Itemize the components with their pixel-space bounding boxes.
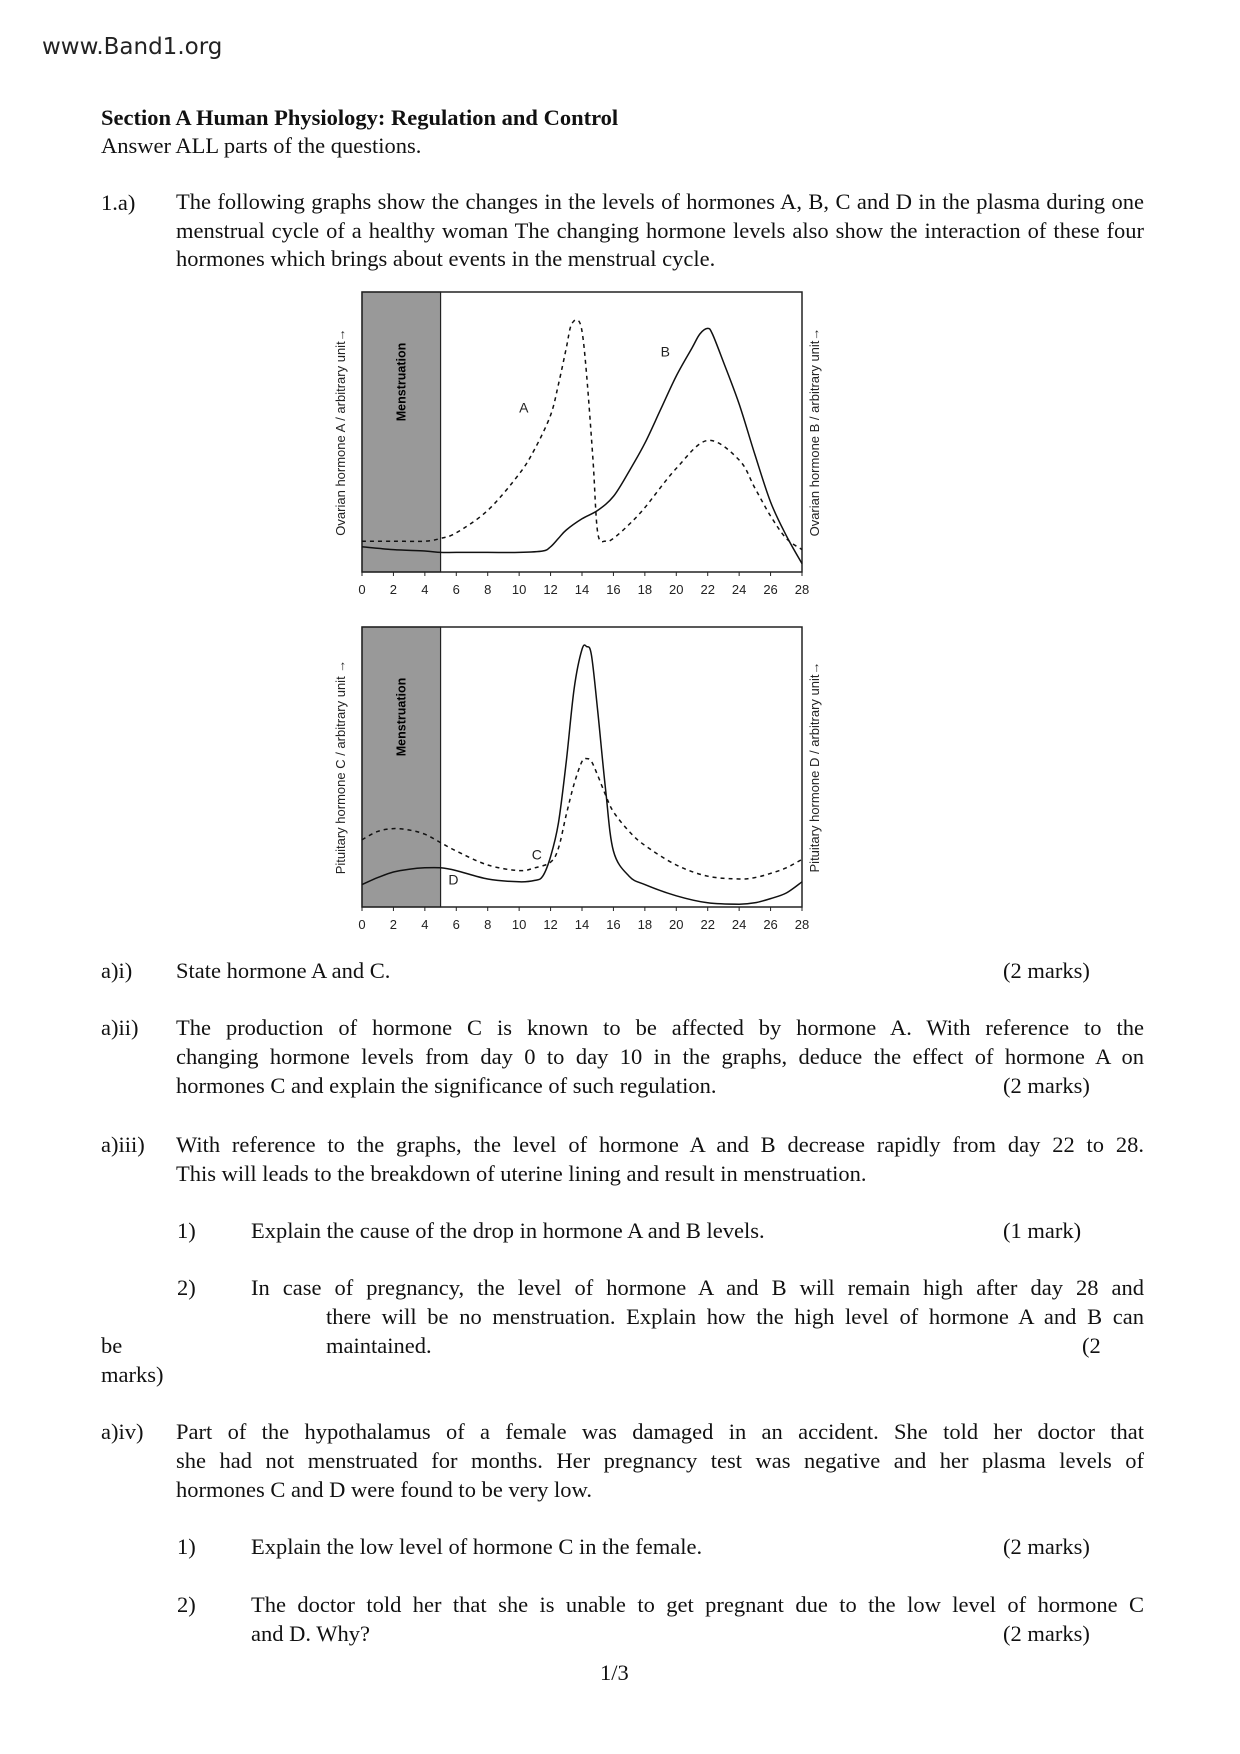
x-tick-label: 4 (421, 917, 429, 932)
question-line: changing hormone levels from day 0 to day 10 in the graphs, deduce the effect of hormone A on (176, 1044, 1144, 1069)
question-text: State hormone A and C. (176, 958, 391, 983)
subquestion-line: there will be no menstruation. Explain how the high level of hormone A and B can (326, 1304, 1144, 1329)
question-id: a)ii) (101, 1015, 139, 1040)
x-tick-label: 22 (700, 917, 715, 932)
y-axis-right-label: Pituitary hormone D / arbitrary unit→ (807, 661, 822, 873)
subquestion-line: maintained. (326, 1333, 432, 1358)
x-tick-label: 14 (574, 582, 590, 597)
x-tick-label: 28 (794, 582, 810, 597)
x-tick-label: 6 (452, 582, 460, 597)
x-tick-label: 6 (452, 917, 460, 932)
x-tick-label: 24 (731, 582, 747, 597)
x-tick-label: 10 (511, 917, 527, 932)
x-tick-label: 2 (389, 582, 398, 597)
x-tick-label: 24 (731, 917, 747, 932)
question-line: This will leads to the breakdown of uterine lining and result in menstruation. (176, 1161, 867, 1186)
marks: (2 (1082, 1333, 1101, 1358)
series-label-B: B (660, 343, 670, 360)
subquestion-line: The doctor told her that she is unable to get pregnant due to the low level of hormone C (251, 1592, 1144, 1617)
section-title: Section A Human Physiology: Regulation and Control (101, 105, 619, 130)
question-id: a)iii) (101, 1132, 145, 1157)
x-tick-label: 18 (637, 582, 653, 597)
y-axis-left-label: Ovarian hormone A / arbitrary unit→ (333, 328, 348, 536)
question-line: hormones C and explain the significance of such regulation. (176, 1073, 717, 1098)
menstruation-label: Menstruation (394, 342, 409, 422)
x-tick-label: 4 (421, 582, 429, 597)
subquestion-line: and D. Why? (251, 1621, 370, 1646)
question-line: she had not menstruated for months. Her pregnancy test was negative and her plasma levels of (176, 1448, 1144, 1473)
subquestion-text: Explain the low level of hormone C in the female. (251, 1534, 703, 1559)
chart-pituitary-hormones (320, 617, 920, 947)
x-tick-label: 8 (484, 582, 492, 597)
x-tick-label: 14 (574, 917, 590, 932)
subquestion-id: 2) (177, 1275, 196, 1300)
x-tick-label: 16 (606, 917, 621, 932)
question-intro: The following graphs show the changes in the levels of hormones A, B, C and D in the plasma during one menstrual cycle of a healthy woman The changing hormone levels also show the interaction of these four hormones which brings about events in the menstrual cycle. (176, 189, 1144, 271)
x-tick-label: 0 (358, 917, 366, 932)
question-line: hormones C and D were found to be very low. (176, 1477, 592, 1502)
stray-text: be (101, 1333, 123, 1358)
chart-ovarian-hormones (320, 282, 920, 612)
series-label-D: D (448, 871, 459, 888)
x-tick-label: 16 (606, 582, 621, 597)
x-tick-label: 2 (389, 917, 398, 932)
menstruation-label: Menstruation (394, 677, 409, 757)
x-tick-label: 0 (358, 582, 366, 597)
marks: (2 marks) (1003, 958, 1090, 983)
series-label-C: C (531, 846, 542, 863)
subquestion-id: 1) (177, 1218, 196, 1243)
x-tick-label: 18 (637, 917, 653, 932)
x-tick-label: 12 (543, 582, 558, 597)
menstruation-band (362, 627, 441, 907)
subquestion-id: 1) (177, 1534, 196, 1559)
section-instruction: Answer ALL parts of the questions. (101, 133, 422, 158)
question-line: With reference to the graphs, the level of hormone A and B decrease rapidly from day 22 to 28. (176, 1132, 1144, 1157)
x-tick-label: 22 (700, 582, 715, 597)
marks: (2 marks) (1003, 1073, 1090, 1098)
marks: (1 mark) (1003, 1218, 1082, 1243)
x-tick-label: 20 (669, 582, 684, 597)
marks: marks) (101, 1362, 164, 1387)
subquestion-id: 2) (177, 1592, 196, 1617)
y-axis-right-label: Ovarian hormone B / arbitrary unit→ (807, 327, 822, 537)
question-number: 1.a) (101, 190, 136, 215)
marks: (2 marks) (1003, 1621, 1090, 1646)
question-id: a)iv) (101, 1419, 144, 1444)
x-tick-label: 26 (763, 917, 778, 932)
x-tick-label: 20 (669, 917, 684, 932)
question-line: Part of the hypothalamus of a female was damaged in an accident. She told her doctor that (176, 1419, 1144, 1444)
question-line: The production of hormone C is known to be affected by hormone A. With reference to the (176, 1015, 1144, 1040)
question-id: a)i) (101, 958, 133, 983)
y-axis-left-label: Pituitary hormone C / arbitrary unit → (333, 659, 348, 875)
marks: (2 marks) (1003, 1534, 1090, 1559)
x-tick-label: 8 (484, 917, 492, 932)
page-number: 1/3 (600, 1660, 629, 1685)
subquestion-text: Explain the cause of the drop in hormone A and B levels. (251, 1218, 765, 1243)
x-tick-label: 28 (794, 917, 810, 932)
x-tick-label: 12 (543, 917, 558, 932)
site-watermark: www.Band1.org (42, 34, 223, 60)
menstruation-band (362, 292, 441, 572)
series-label-A: A (519, 399, 529, 416)
subquestion-line: In case of pregnancy, the level of hormone A and B will remain high after day 28 and (251, 1275, 1144, 1300)
x-tick-label: 26 (763, 582, 778, 597)
x-tick-label: 10 (511, 582, 527, 597)
